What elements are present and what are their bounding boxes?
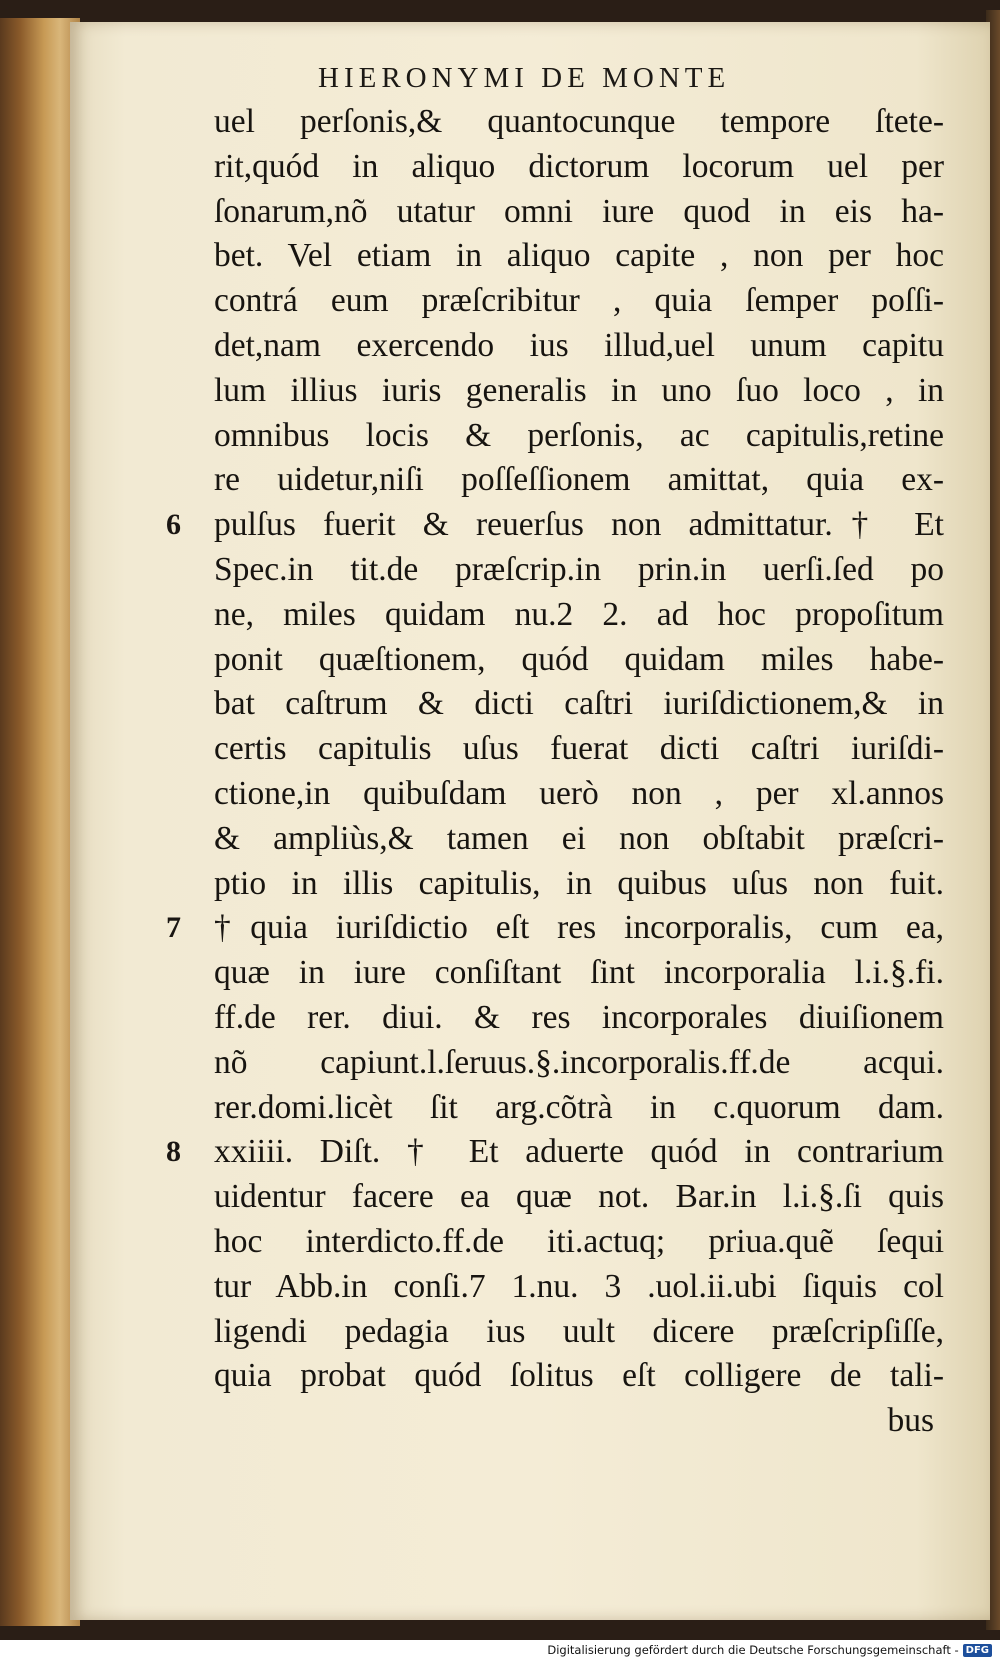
text-line: pulſus fuerit & reuerſus non admittatur.† Et xyxy=(214,506,944,544)
text-line: & ampliùs,& tamen ei non obſtabit præſcri- xyxy=(214,819,944,857)
book-fore-edge xyxy=(0,18,80,1626)
text-line: ctione,in quibuſdam uerò non , per xl.annos xyxy=(214,774,944,812)
text-line: ff.de rer. diui. & res incorporales diuiſionem xyxy=(214,998,944,1036)
text-line: ligendi pedagia ius uult dicere præſcripſiſſe, xyxy=(214,1312,944,1350)
text-line: rit,quód in aliquo dictorum locorum uel per xyxy=(214,147,944,185)
text-line: ne, miles quidam nu.2 2. ad hoc propoſitum xyxy=(214,595,944,633)
text-line: tur Abb.in conſi.7 1.nu. 3 .uol.ii.ubi ſiquis col xyxy=(214,1267,944,1305)
text-line: quia probat quód ſolitus eſt colligere de tali- xyxy=(214,1357,944,1395)
margin-number-6: 6 xyxy=(166,508,181,541)
text-line: certis capitulis uſus fuerat dicti caſtri iuriſdi- xyxy=(214,730,944,768)
running-header: HIERONYMI DE MONTE xyxy=(318,62,731,94)
text-line: det,nam exercendo ius illud,uel unum capitu xyxy=(214,326,944,364)
text-line: bet. Vel etiam in aliquo capite , non per hoc xyxy=(214,237,944,275)
text-line: contrá eum præſcribitur , quia ſemper poſſi- xyxy=(214,282,944,320)
text-line: ſonarum,nõ utatur omni iure quod in eis ha- xyxy=(214,192,944,230)
margin-number-7: 7 xyxy=(166,911,181,944)
text-line: quæ in iure conſiſtant ſint incorporalia l.i.§.fi. xyxy=(214,954,944,992)
text-line: nõ capiunt.l.ſeruus.§.incorporalis.ff.de acqui. xyxy=(214,1043,944,1081)
text-line: uel perſonis,& quantocunque tempore ſtete- xyxy=(214,103,944,140)
text-line: Spec.in tit.de præſcrip.in prin.in uerſi.ſed po xyxy=(214,550,944,588)
text-line: †quia iuriſdictio eſt res incorporalis, cum ea, xyxy=(214,909,944,947)
text-line: ponit quæſtionem, quód quidam miles habe- xyxy=(214,640,944,678)
text-line: rer.domi.licèt ſit arg.cõtrà in c.quorum dam. xyxy=(214,1088,944,1126)
body-text xyxy=(214,100,944,1444)
text-line: bat caſtrum & dicti caſtri iuriſdictionem,& in xyxy=(214,685,944,723)
text-line: re uidetur,niſi poſſeſſionem amittat, quia ex- xyxy=(214,461,944,499)
catchword: bus xyxy=(887,1402,934,1440)
margin-number-8: 8 xyxy=(166,1135,181,1168)
text-line: hoc interdicto.ff.de iti.actuq; priua.quẽ ſequi xyxy=(214,1222,944,1260)
credit-text: Digitalisierung gefördert durch die Deutsche Forschungsgemeinschaft - xyxy=(547,1643,959,1657)
dfg-logo-icon: DFG xyxy=(963,1644,992,1657)
text-line: lum illius iuris generalis in uno ſuo loco , in xyxy=(214,371,944,409)
digitization-credit xyxy=(547,1643,992,1657)
text-line: ptio in illis capitulis, in quibus uſus non fuit. xyxy=(214,864,944,902)
text-line: uidentur facere ea quæ not. Bar.in l.i.§.ſi quis xyxy=(214,1178,944,1216)
text-line: omnibus locis & perſonis, ac capitulis,retine xyxy=(214,416,944,454)
text-line: xxiiii. Diſt. † Et aduerte quód in contrarium xyxy=(214,1133,944,1171)
